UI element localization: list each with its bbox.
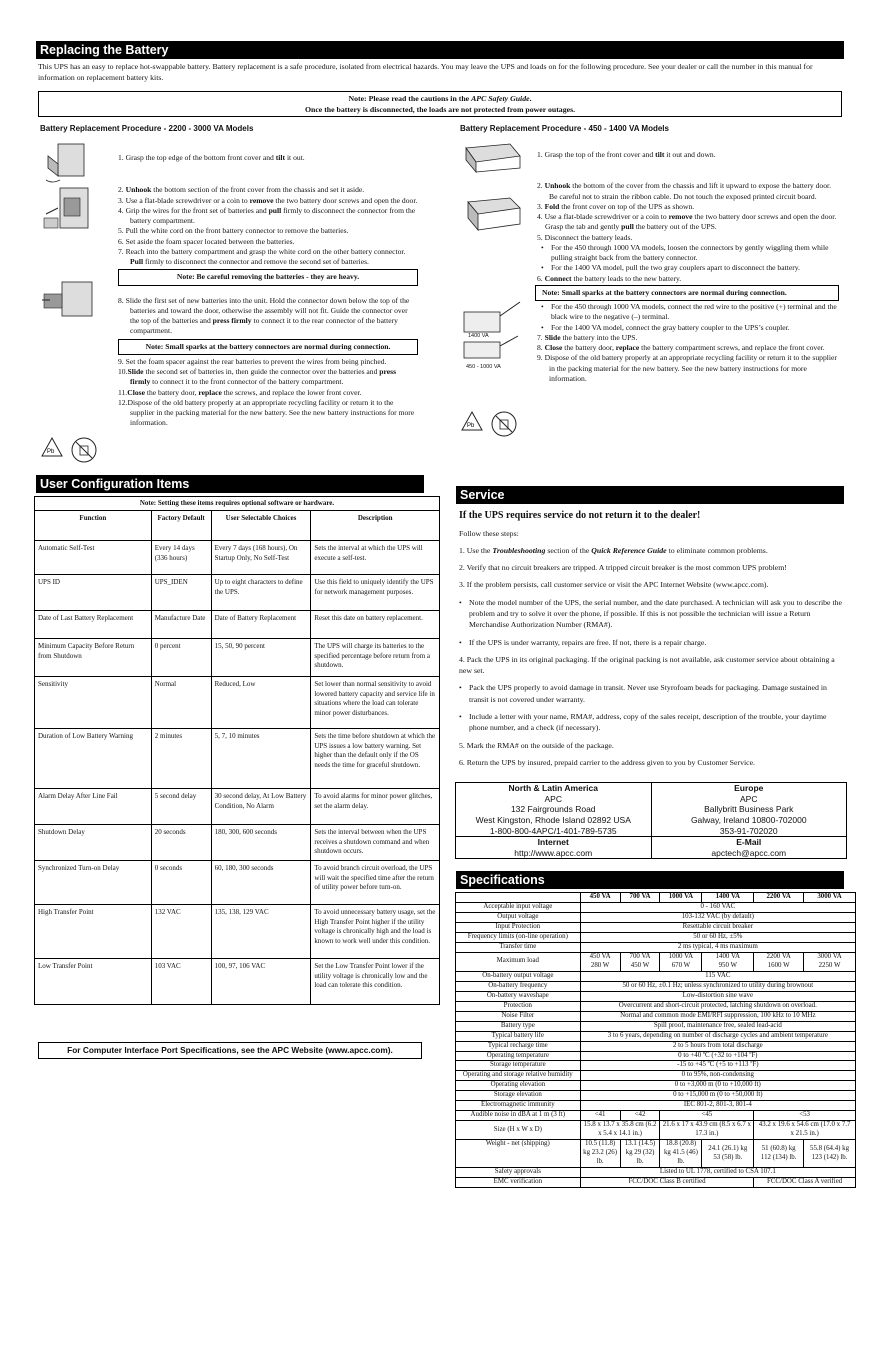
- spec-row: On-battery output voltage 115 VAC: [456, 971, 856, 981]
- spec-row: Safety approvals Listed to UL 1778, certified to CSA 107.1: [456, 1168, 856, 1178]
- spec-row: Weight - net (shipping) 10.5 (11.8) kg 23.2 (26) lb. 13.1 (14.5) kg 29 (32) lb. 18.8 (20.8) kg 41.5 (46) lb. 24.1 (26.1) kg 53 (58) lb. 51 (60.8) kg 112 (134) lb. 55.8 (64.4) kg 123 (142) lb.: [456, 1140, 856, 1168]
- table-row: Shutdown Delay 20 seconds 180, 300, 600 seconds Sets the interval between when the UPS receives a shutdown command and when shutdown occurs.: [35, 825, 440, 861]
- battery-connectors-illustration: [460, 292, 526, 372]
- small-step-5a: • For the 450 through 1000 VA models, loosen the connectors by gently wiggling them while pulling straight back from the battery connector.: [541, 243, 839, 264]
- spec-row: Noise Filter Normal and common mode EMI/RFI suppression, 100 kHz to 10 MHz: [456, 1011, 856, 1021]
- note-guide: APC Safety Guide: [471, 94, 530, 103]
- ups-tilt-illustration: [40, 140, 100, 184]
- ups-small-tilt-illustration: [460, 138, 526, 174]
- service-step-1: 1. Use the Troubleshooting section of the Quick Reference Guide to eliminate common problems.: [459, 545, 768, 555]
- large-step-1: 1. Grasp the top edge of the bottom front cover and tilt it out.: [118, 153, 305, 162]
- table-row: Alarm Delay After Line Fail 5 second delay 30 second delay, At Low Battery Condition, No Alarm To avoid alarms for minor power glitches, set the alarm delay.: [35, 789, 440, 825]
- col-function: Function: [35, 511, 152, 541]
- small-step-9: 9. Dispose of the old battery properly at an appropriate recycling facility or return it to the supplier in the packing material for the new battery. See the new battery instructions for more information.: [537, 353, 837, 383]
- large-step-3: 3. Use a flat-blade screwdriver or a coin to remove the two battery door screws and open the door.: [118, 195, 418, 205]
- spec-row: On-battery frequency 50 or 60 Hz, ±0.1 Hz; unless synchronized to utility during brownout: [456, 981, 856, 991]
- contact-table: [455, 782, 847, 859]
- replacing-title: Replacing the Battery: [36, 41, 844, 59]
- table-row: Minimum Capacity Before Return from Shutdown 0 percent 15, 50, 90 percent The UPS will charge its batteries to the specified percentage before return from a shutdown.: [35, 639, 440, 677]
- spec-row: Battery type Spill proof, maintenance free, sealed lead-acid: [456, 1021, 856, 1031]
- table-row: UPS ID UPS_IDEN Up to eight characters to define the UPS. Use this field to uniquely identify the UPS for network management purposes.: [35, 575, 440, 611]
- service-bullet-2: • If the UPS is under warranty, repairs are free. If not, there is a repair charge.: [459, 637, 843, 648]
- label-450: 450 - 1000 VA: [466, 364, 501, 370]
- service-follow: Follow these steps:: [459, 528, 519, 538]
- large-step-4: 4. Grip the wires for the front set of batteries and pull firmly to disconnect the connector from the battery compartment.: [118, 205, 416, 225]
- proc-small-heading: Battery Replacement Procedure - 450 - 1400 VA Models: [460, 124, 669, 133]
- large-step-11: 11.Close the battery door, replace the screws, and replace the lower front cover.: [118, 387, 362, 397]
- recycle-icon: [38, 434, 100, 468]
- sparks-note-left: Note: Small sparks at the battery connectors are normal during connection.: [118, 339, 418, 355]
- interface-port-note: For Computer Interface Port Specifications, see the APC Website (www.apcc.com).: [38, 1042, 422, 1059]
- spec-row: Storage temperature -15 to +45 ºC (+5 to +113 ºF): [456, 1061, 856, 1071]
- large-step-5: 5. Pull the white cord on the front battery connector to remove the batteries.: [118, 226, 349, 236]
- small-step-3: 3. Fold the front cover on top of the UPS as shown.: [537, 201, 695, 211]
- table-row: Date of Last Battery Replacement Manufacture Date Date of Battery Replacement Reset this date on battery replacement.: [35, 611, 440, 639]
- svg-text:Pb: Pb: [47, 449, 55, 455]
- table-row: Synchronized Turn-on Delay 0 seconds 60, 180, 300 seconds To avoid branch circuit overload, the UPS will wait the specified time after the return of utility power before turn-on.: [35, 861, 440, 905]
- spec-row: Operating temperature 0 to +40 ºC (+32 to +104 ºF): [456, 1051, 856, 1061]
- proc-large-heading: Battery Replacement Procedure - 2200 - 3000 VA Models: [40, 124, 254, 133]
- ups-small-door-illustration: [460, 188, 526, 232]
- small-step-6b: • For the 1400 VA model, connect the gray battery coupler to the UPS’s coupler.: [541, 323, 839, 333]
- user-config-title: User Configuration Items: [36, 475, 424, 493]
- small-step-5b: • For the 1400 VA model, pull the two gray couplers apart to disconnect the battery.: [541, 263, 839, 273]
- user-config-table: [34, 496, 440, 1005]
- col-description: Description: [311, 511, 440, 541]
- spec-row: Operating and storage relative humidity 0 to 95%, non-condensing: [456, 1071, 856, 1081]
- contact-na: North & Latin America APC 132 Fairgrounds Road West Kingston, Rhode Island 02892 USA 1-800-800-4APC/1-401-789-5735: [456, 783, 652, 837]
- ups-door-illustration: [40, 184, 100, 234]
- service-step-5: 5. Mark the RMA# on the outside of the package.: [459, 740, 614, 750]
- service-step-3: 3. If the problem persists, call customer service or visit the APC Internet Website (www.apcc.com).: [459, 580, 769, 590]
- large-step-12: 12.Dispose of the old battery properly at an appropriate recycling facility or return it to the supplier in the packing material for the new battery. See the new battery instructions for more information.: [118, 397, 415, 428]
- service-body: [459, 509, 843, 768]
- small-step-2: 2. Unhook the bottom of the cover from the chassis and lift it upward to expose the battery door. Be careful not to strain the ribbon cable. Do not touch the exposed printed circuit board.: [537, 181, 831, 201]
- spec-row: EMC verification FCC/DOC Class B certified FCC/DOC Class A verified: [456, 1178, 856, 1188]
- table-row: Duration of Low Battery Warning 2 minutes 5, 7, 10 minutes Sets the time before shutdown at which the UPS issues a low battery warning. Set higher than the default only if the OS needs the time for graceful shutdown.: [35, 729, 440, 789]
- large-step-8: 8. Slide the first set of new batteries into the unit. Hold the connector down below the top of the batteries and toward the door, otherwise the assembly will not fit. Guide the connector over the top of the batteries and press firmly to connect it to the rear connector of the battery compartment.: [118, 295, 410, 336]
- specs-table: 450 VA 700 VA 1000 VA 1400 VA 2200 VA 3000 VA Acceptable input voltage 0 - 160 VAC Output voltage 103-132 VAC (by default) Input Protection Resettable circuit breaker Frequency limits (on-line operation) 50 or 60 Hz, ±5% Transfer time 2 ms typical, 4 ms maximum Maximum load 450 VA 280 W 700 VA 450 W 1000 VA 670 W 1400 VA 950 W 2200 VA 1600 W 3000 VA 2250 W On-battery output voltage 115 VAC On-battery frequency 50 or 60 Hz, ±0.1 Hz; unless synchronized to utility during brownout On-battery waveshape Low-distortion sine wave Protection Overcurrent and short-circuit protected, latching shutdown on overload. Noise Filter Normal and common mode EMI/RFI suppression, 100 kHz to 10 MHz Battery type Spill proof, maintenance free, sealed lead-acid Typical battery life 3 to 6 years, depending on number of discharge cycles and ambient temperature Typical recharge time 2 to 5 hours from total discharge Operating temperature 0 to +40 ºC (+32 to +104 ºF) Storage temperature -15 to +45 ºC (+5 to +113 ºF) Operating and storage relative humidity 0 to 95%, non-condensing Operating elevation 0 to +3,000 m (0 to +10,000 ft) Storage elevation 0 to +15,000 m (0 to +50,000 ft) Electromagnetic immunity IEC 801-2, 801-3, 801-4 Audible noise in dBA at 1 m (3 ft) <41 <42 <45 <53 Size (H x W x D) 15.8 x 13.7 x 35.8 cm (6.2 x 5.4 x 14.1 in.) 21.6 x 17 x 43.9 cm (8.5 x 6.7 x 17.3 in.) 43.2 x 19.6 x 54.6 cm (17.0 x 7.7 x 21.5 in.) Weight - net (shipping) 10.5 (11.8) kg 23.2 (26) lb. 13.1 (14.5) kg 29 (32) lb. 18.8 (20.8) kg 41.5 (46) lb. 24.1 (26.1) kg 53 (58) lb. 51 (60.8) kg 112 (134) lb. 55.8 (64.4) kg 123 (142) lb. Safety approvals Listed to UL 1778, certified to CSA 107.1 EMC verification FCC/DOC Class B certified FCC/DOC Class A verified: [455, 892, 856, 1188]
- spec-row: Output voltage 103-132 VAC (by default): [456, 912, 856, 922]
- service-title: Service: [456, 486, 844, 504]
- email-link[interactable]: apctech@apcc.com: [711, 847, 787, 858]
- spec-row: Electromagnetic immunity IEC 801-2, 801-3, 801-4: [456, 1101, 856, 1111]
- small-step-4: 4. Use a flat-blade screwdriver or a coin to remove the two battery door screws and open the door.: [537, 212, 837, 221]
- large-step-7: 7. Reach into the battery compartment and grasp the white cord on the other battery connector. Pull firmly to disconnect the connector and remove the second set of batteries.: [118, 246, 406, 266]
- small-step-5: 5. Disconnect the battery leads.: [537, 232, 633, 242]
- battery-pull-illustration: [40, 278, 100, 322]
- col-choices: User Selectable Choices: [211, 511, 311, 541]
- service-headline: If the UPS requires service do not return it to the dealer!: [459, 510, 701, 521]
- heavy-note: Note: Be careful removing the batteries - they are heavy.: [118, 269, 418, 285]
- safety-note: [38, 91, 842, 117]
- note-line2: Once the battery is disconnected, the loads are not protected from power outages.: [304, 104, 576, 114]
- svg-text:Pb: Pb: [467, 423, 475, 429]
- spec-row: Input Protection Resettable circuit breaker: [456, 922, 856, 932]
- replacing-intro: This UPS has an easy to replace hot-swappable battery. Battery replacement is a safe procedure, isolated from electrical hazards. You may leave the UPS and loads on for the following procedure. See your dealer or call the number in this manual for information on replacement battery kits.: [38, 62, 813, 82]
- note-prefix: Note: Please read the cautions in the: [348, 94, 472, 103]
- spec-row: On-battery waveshape Low-distortion sine wave: [456, 991, 856, 1001]
- small-step-6a: • For the 450 through 1000 VA models, connect the red wire to the positive (+) terminal and the black wire to the negative (–) terminal.: [541, 302, 839, 323]
- spec-row: Storage elevation 0 to +15,000 m (0 to +50,000 ft): [456, 1091, 856, 1101]
- spec-row: Maximum load 450 VA 280 W 700 VA 450 W 1000 VA 670 W 1400 VA 950 W 2200 VA 1600 W 3000 VA 2250 W: [456, 952, 856, 971]
- contact-email: E-Mail apctech@apcc.com: [651, 837, 847, 859]
- spec-row: Frequency limits (on-line operation) 50 or 60 Hz, ±5%: [456, 932, 856, 942]
- spec-row: Protection Overcurrent and short-circuit protected, latching shutdown on overload.: [456, 1001, 856, 1011]
- col-default: Factory Default: [151, 511, 211, 541]
- website-link[interactable]: http://www.apcc.com: [514, 847, 593, 858]
- spec-row: Typical recharge time 2 to 5 hours from total discharge: [456, 1041, 856, 1051]
- small-step-8: 8. Close the battery door, replace the battery compartment screws, and replace the front cover.: [537, 343, 825, 352]
- spec-row: Acceptable input voltage 0 - 160 VAC: [456, 902, 856, 912]
- table-row: High Transfer Point 132 VAC 135, 138, 129 VAC To avoid unnecessary battery usage, set the High Transfer Point higher if the utility voltage is chronically high and the load is known to work well under this condition.: [35, 905, 440, 959]
- table-row: Sensitivity Normal Reduced, Low Set lower than normal sensitivity to avoid lowered battery capacity and service life in situations where the load can tolerate minor power disturbances.: [35, 677, 440, 729]
- large-step-6: 6. Set aside the foam spacer located between the batteries.: [118, 236, 295, 246]
- small-step-6: 6. Connect the battery leads to the new battery.: [537, 273, 682, 283]
- label-1400: 1400 VA: [468, 333, 489, 339]
- large-step-9: 9. Set the foam spacer against the rear batteries to prevent the wires from being pinched.: [118, 356, 387, 366]
- service-step-4: 4. Pack the UPS in its original packaging. If the original packing is not available, ask customer service about obtaining a new set.: [459, 654, 835, 676]
- table-row: Low Transfer Point 103 VAC 100, 97, 106 VAC Set the Low Transfer Point lower if the utility voltage is chronically low and the load can tolerate this condition.: [35, 959, 440, 1005]
- service-bullet-1: • Note the model number of the UPS, the serial number, and the date purchased. A technician will ask you to describe the problem and try to solve it over the phone, if possible. If this is not possible the technician will issue a Return Merchandise Authorization Number (RMA#).: [459, 597, 843, 631]
- large-step-2: 2. Unhook the bottom section of the front cover from the chassis and set it aside.: [118, 185, 365, 195]
- contact-internet: Internet http://www.apcc.com: [456, 837, 652, 859]
- proc-large-steps: [118, 153, 418, 429]
- note-suffix: .: [529, 94, 532, 103]
- proc-small-steps: [537, 150, 839, 384]
- contact-eu: Europe APC Ballybritt Business Park Galway, Ireland 10800-702000 353-91-702020: [651, 783, 847, 837]
- small-step-7: 7. Slide the battery into the UPS.: [537, 332, 638, 342]
- specs-title: Specifications: [456, 871, 844, 889]
- small-step-1: 1. Grasp the top of the front cover and tilt it out and down.: [537, 150, 716, 159]
- spec-row: Transfer time 2 ms typical, 4 ms maximum: [456, 942, 856, 952]
- config-note: Note: Setting these items requires optional software or hardware.: [35, 497, 440, 511]
- recycle-icon-right: [458, 408, 520, 442]
- small-step-4b: Grasp the tab and gently pull the battery out of the UPS.: [545, 222, 717, 232]
- sparks-note-right: Note: Small sparks at the battery connectors are normal during connection.: [535, 285, 839, 301]
- table-row: Automatic Self-Test Every 14 days (336 hours) Every 7 days (168 hours), On Startup Only, No Self-Test Sets the interval at which the UPS will execute a self-test.: [35, 541, 440, 575]
- spec-row: Audible noise in dBA at 1 m (3 ft) <41 <42 <45 <53: [456, 1111, 856, 1121]
- spec-row: Typical battery life 3 to 6 years, depending on number of discharge cycles and ambient temperature: [456, 1031, 856, 1041]
- spec-row: Operating elevation 0 to +3,000 m (0 to +10,000 ft): [456, 1081, 856, 1091]
- service-bullet-3: • Pack the UPS properly to avoid damage in transit. Never use Styrofoam beads for packaging. Damage sustained in transit is not covered under warranty.: [459, 682, 843, 705]
- service-step-2: 2. Verify that no circuit breakers are tripped. A tripped circuit breaker is the most common UPS problem!: [459, 563, 787, 573]
- large-step-10: 10.Slide the second set of batteries in, then guide the connector over the batteries and press firmly to connect it to the front connector of the battery compartment.: [118, 367, 397, 387]
- service-bullet-4: • Include a letter with your name, RMA#, address, copy of the sales receipt, description of the trouble, your daytime phone number, and a check (if necessary).: [459, 711, 843, 734]
- spec-row: Size (H x W x D) 15.8 x 13.7 x 35.8 cm (6.2 x 5.4 x 14.1 in.) 21.6 x 17 x 43.9 cm (8.5 x 6.7 x 17.3 in.) 43.2 x 19.6 x 54.6 cm (17.0 x 7.7 x 21.5 in.): [456, 1121, 856, 1140]
- service-step-6: 6. Return the UPS by insured, prepaid carrier to the address given to you by Customer Service.: [459, 757, 755, 767]
